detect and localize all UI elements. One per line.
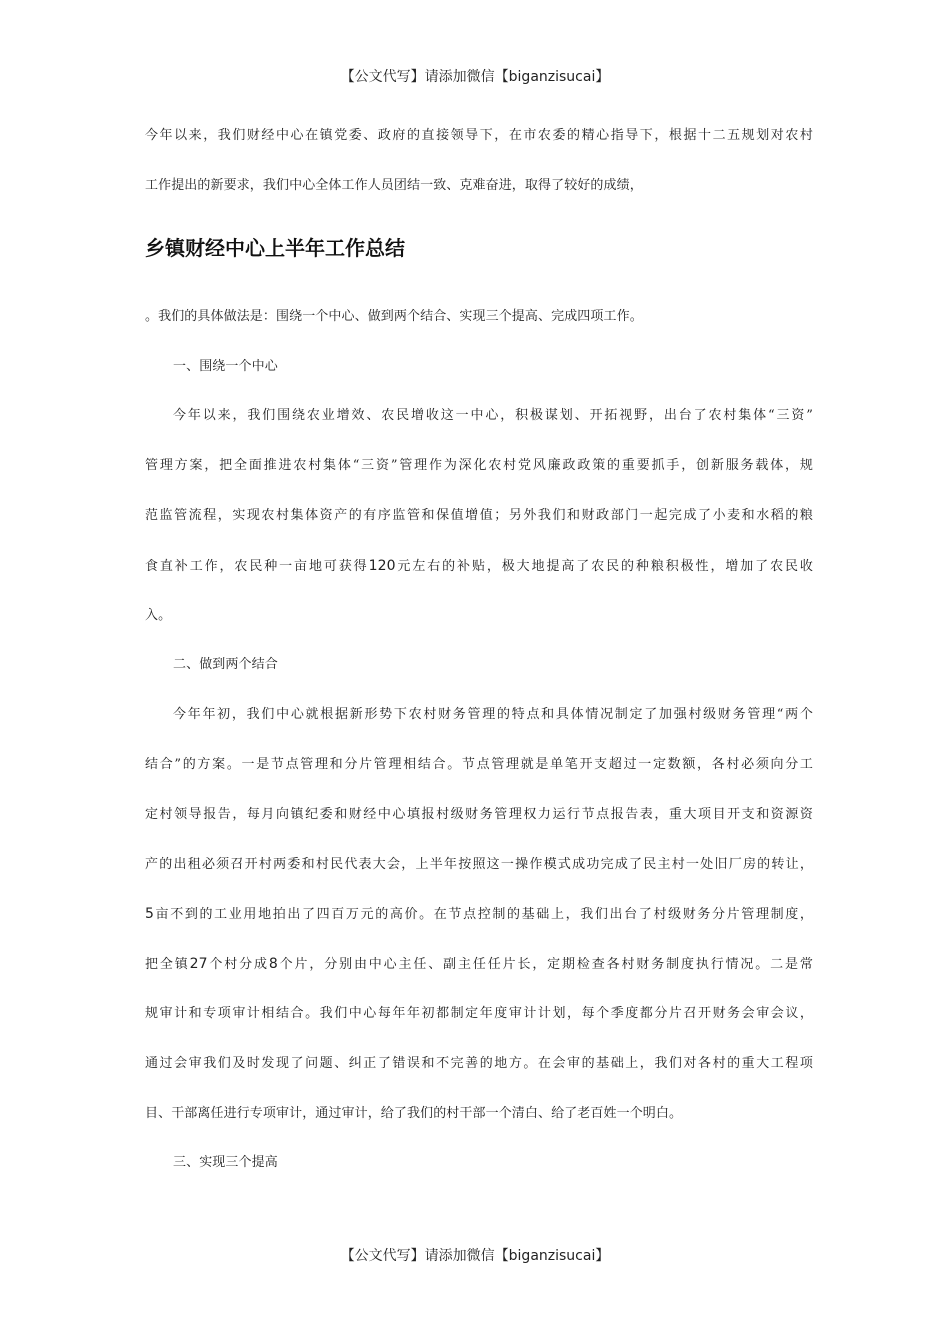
section-1-line-1: 今年以来，我们围绕农业增效、农民增收这一中心，积极谋划、开拓视野，出台了农村集体“三资”: [173, 408, 813, 423]
subsidy-amount: 120: [368, 558, 396, 574]
section-1-line-4: [145, 556, 813, 577]
approach-line: 。我们的具体做法是：围绕一个中心、做到两个结合、实现三个提高、完成四项工作。: [145, 309, 643, 324]
section-1-line-4-text-b: 元左右的补贴，极大地提高了农民的种粮积极性，增加了农民收: [395, 559, 813, 574]
page-footer: 【公文代写】请添加微信【biganzisucai】: [340, 1248, 610, 1264]
section-2-line-2: 结合”的方案。一是节点管理和分片管理相结合。节点管理就是单笔开支超过一定数额，各村必须向分工: [145, 757, 813, 772]
land-area: 5: [145, 906, 155, 922]
section-2-line-3: 定村领导报告，每月向镇纪委和财经中心填报村级财务管理权力运行节点报告表，重大项目开支和资源资: [145, 807, 813, 822]
section-2-line-6-text-a: 把全镇: [145, 957, 190, 972]
section-1-heading: 一、围绕一个中心: [173, 359, 278, 374]
section-1-line-4-text-a: 食直补工作，农民种一亩地可获得: [145, 559, 369, 574]
section-2-line-8: 通过会审我们及时发现了问题、纠正了错误和不完善的地方。在会审的基础上，我们对各村的重大工程项: [145, 1056, 813, 1071]
village-count: 27: [189, 956, 208, 972]
section-2-line-6-text-c: 个片，分别由中心主任、副主任任片长，定期检查各村财务制度执行情况。二是常: [277, 957, 813, 972]
section-2-line-1: 今年年初，我们中心就根据新形势下农村财务管理的特点和具体情况制定了加强村级财务管理“两个: [173, 707, 813, 722]
section-3-heading: 三、实现三个提高: [173, 1155, 278, 1170]
section-1-line-5: 入。: [145, 608, 172, 623]
section-2-line-9: 目、干部离任进行专项审计，通过审计，给了我们的村干部一个清白、给了老百姓一个明白。: [145, 1106, 683, 1121]
page-header: 【公文代写】请添加微信【biganzisucai】: [340, 69, 610, 85]
section-1-line-3: 范监管流程，实现农村集体资产的有序监管和保值增值；另外我们和财政部门一起完成了小麦和水稻的粮: [145, 508, 813, 523]
intro-line-1: 今年以来，我们财经中心在镇党委、政府的直接领导下，在市农委的精心指导下，根据十二五规划对农村: [145, 128, 813, 143]
section-1-line-2: 管理方案，把全面推进农村集体“三资”管理作为深化农村党风廉政政策的重要抓手，创新服务载体，规: [145, 458, 813, 473]
section-2-heading: 二、做到两个结合: [173, 657, 278, 672]
section-2-line-7: 规审计和专项审计相结合。我们中心每年年初都制定年度审计计划，每个季度都分片召开财务会审会议，: [145, 1006, 813, 1021]
section-2-line-6: [145, 954, 813, 975]
intro-line-2: 工作提出的新要求，我们中心全体工作人员团结一致、克难奋进，取得了较好的成绩，: [145, 178, 643, 193]
section-2-line-4: 产的出租必须召开村两委和村民代表大会，上半年按照这一操作模式成功完成了民主村一处旧厂房的转让，: [145, 857, 813, 872]
zone-count: 8: [268, 956, 278, 972]
section-2-line-5-text: 亩不到的工业用地拍出了四百万元的高价。在节点控制的基础上，我们出台了村级财务分片管理制度，: [154, 907, 813, 922]
document-title: 乡镇财经中心上半年工作总结: [145, 236, 405, 260]
section-2-line-6-text-b: 个村分成: [207, 957, 269, 972]
section-2-line-5: [145, 904, 813, 925]
